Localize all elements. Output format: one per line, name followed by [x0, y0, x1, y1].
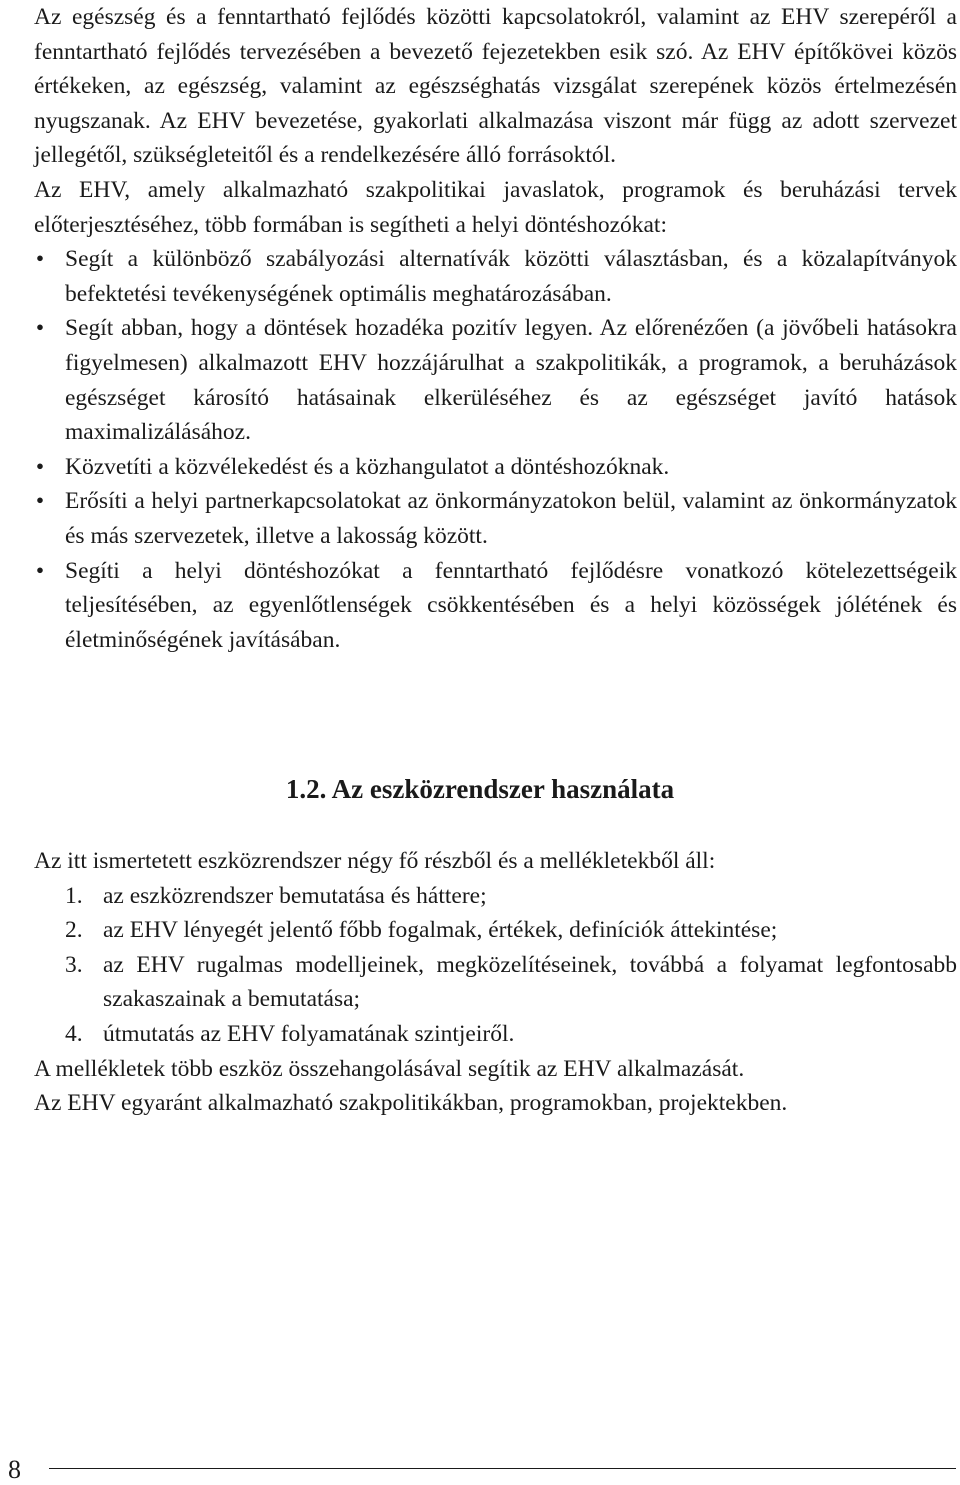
- item-text: az EHV rugalmas modelljeinek, megközelítéseinek, továbbá a folyamat legfontosabb szakaszainak a bemutatása;: [103, 951, 957, 1013]
- section-intro: Az itt ismertetett eszközrendszer négy fő részből és a mellékletekből áll:: [34, 848, 716, 874]
- item-text: útmutatás az EHV folyamatának szintjeiről.: [103, 1020, 515, 1047]
- bullet-item: [34, 311, 957, 449]
- item-text: az eszközrendszer bemutatása és háttere;: [103, 882, 487, 909]
- footer-divider: [49, 1468, 956, 1469]
- bullet-text: Segíti a helyi döntéshozókat a fenntartható fejlődésre vonatkozó kötelezettségeik teljesítésében, az egyenlőtlenségek csökkentésében és a helyi közösségek jólétének és életminőségének javításában.: [65, 557, 957, 653]
- bullet-text: Erősíti a helyi partnerkapcsolatokat az önkormányzatokon belül, valamint az önkormányzatok és más szervezetek, illetve a lakosság között.: [65, 488, 957, 549]
- numbered-item: [34, 913, 957, 948]
- bullet-icon: •: [35, 453, 45, 480]
- benefit-bullet-list: [34, 242, 957, 657]
- numbered-item: [34, 879, 957, 914]
- item-number: 3.: [65, 951, 83, 978]
- numbered-item: [34, 1017, 957, 1052]
- item-number: 1.: [65, 882, 83, 909]
- toolkit-parts-list: [34, 879, 957, 1052]
- bullet-icon: •: [35, 488, 45, 515]
- bullet-icon: •: [35, 246, 45, 273]
- bullet-item: [34, 484, 957, 553]
- item-text: az EHV lényegét jelentő főbb fogalmak, értékek, definíciók áttekintése;: [103, 917, 778, 944]
- bullet-item: [34, 242, 957, 311]
- toolkit-section: [34, 844, 957, 1121]
- bullet-icon: •: [35, 557, 45, 584]
- closing-paragraph-2: Az EHV egyaránt alkalmazható szakpolitikákban, programokban, projektekben.: [34, 1090, 788, 1117]
- intro-section: [34, 0, 957, 657]
- item-number: 4.: [65, 1020, 83, 1047]
- intro-paragraph-2: Az EHV, amely alkalmazható szakpolitikai javaslatok, programok és beruházási tervek előterjesztéséhez, több formában is segítheti a helyi döntéshozókat:: [34, 176, 957, 238]
- bullet-item: [34, 554, 957, 658]
- section-heading: 1.2. Az eszközrendszer használata: [285, 774, 675, 804]
- bullet-text: Segít abban, hogy a döntések hozadéka pozitív legyen. Az előrenézően (a jövőbeli hatásokra figyelmesen) alkalmazott EHV hozzájárulhat a szakpolitikák, a programok, a beruházások egészséget károsító hatásainak elkerüléséhez és az egészséget javító hatások maximalizálásához.: [65, 315, 957, 446]
- item-number: 2.: [65, 917, 83, 944]
- bullet-item: [34, 450, 957, 485]
- numbered-item: [34, 948, 957, 1017]
- closing-paragraph-1: A mellékletek több eszköz összehangolásával segítik az EHV alkalmazását.: [34, 1055, 745, 1082]
- page-number: 8: [8, 1455, 21, 1484]
- intro-paragraph-1: Az egészség és a fenntartható fejlődés közötti kapcsolatokról, valamint az EHV szerepéről a fenntartható fejlődés tervezésében a bevezető fejezetekben esik szó. Az EHV építőkövei közös értékeken, az egészség, valamint az egészséghatás vizsgálat szerepének közös értelmezésén nyugszanak. Az EHV bevezetése, gyakorlati alkalmazása viszont már függ az adott szervezet jellegétől, szükségleteitől és a rendelkezésére álló forrásoktól.: [34, 4, 957, 169]
- bullet-text: Közvetíti a közvélekedést és a közhangulatot a döntéshozóknak.: [65, 453, 670, 480]
- bullet-text: Segít a különböző szabályozási alternatívák közötti választásban, és a közalapítványok befektetési tevékenységének optimális meghatározásában.: [65, 246, 957, 307]
- bullet-icon: •: [35, 315, 45, 342]
